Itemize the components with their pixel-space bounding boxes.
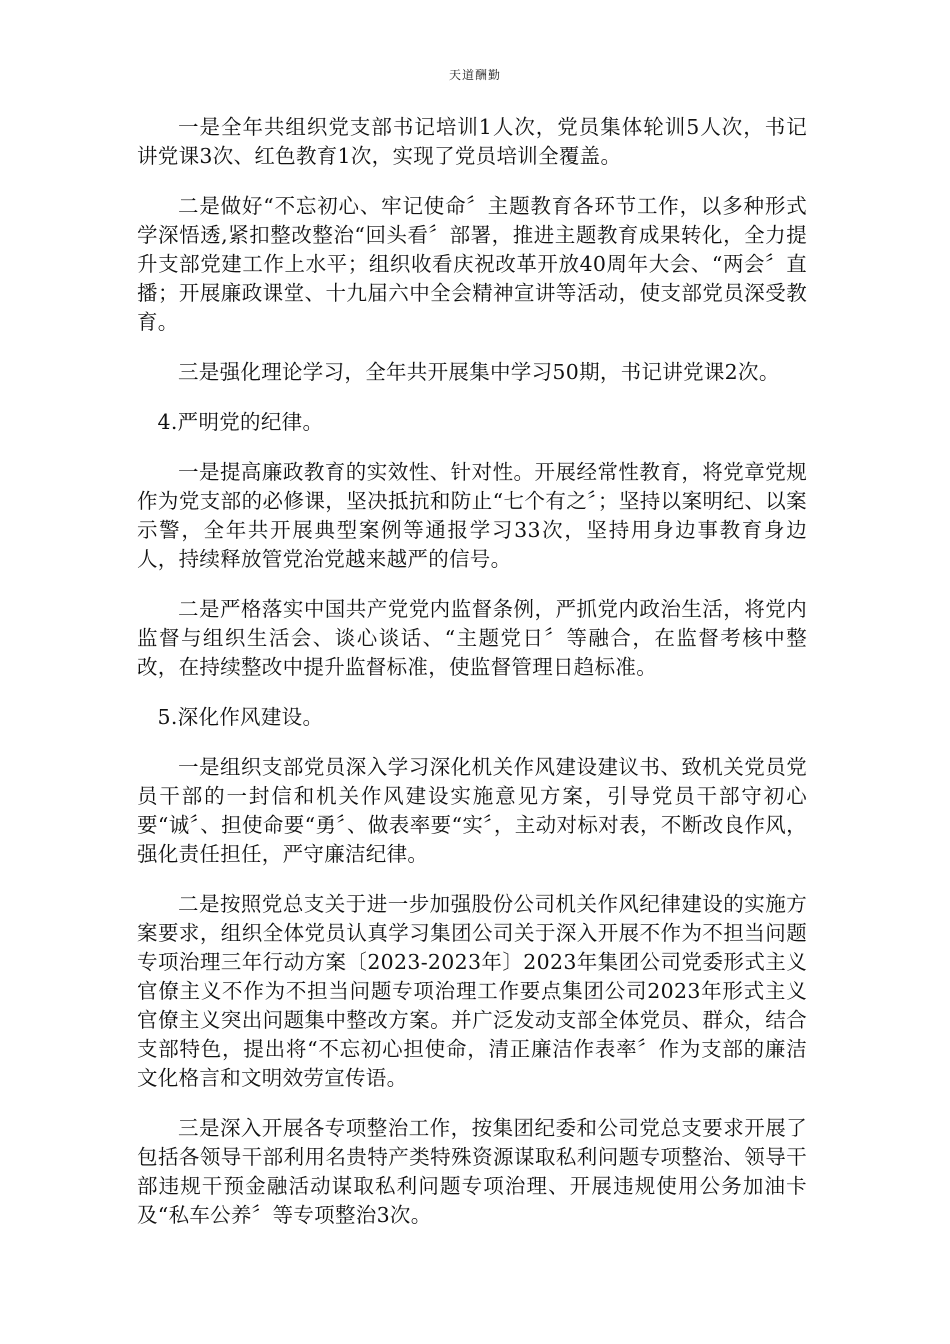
paragraph: 二是按照党总支关于进一步加强股份公司机关作风纪律建设的实施方案要求，组织全体党员认真学习集团公司关于深入开展不作为不担当问题专项治理三年行动方案〔2023-2023年〕2023年集团公司党委形式主义官僚主义不作为不担当问题专项治理工作要点集团公司2023年形式主义官僚主义突出问题集中整改方案。并广泛发动支部全体党员、群众，结合支部特色，提出将“不忘初心担使命，清正廉洁作表率〞作为支部的廉洁文化格言和文明效劳宣传语。	[137, 892, 807, 1090]
paragraph: 二是做好“不忘初心、牢记使命〞主题教育各环节工作，以多种形式学深悟透,紧扣整改整治“回头看〞部署，推进主题教育成果转化，全力提升支部党建工作上水平；组织收看庆祝改革开放40周年大会、“两会〞直播；开展廉政课堂、十九届六中全会精神宣讲等活动，使支部党员深受教育。	[137, 194, 807, 334]
page-header: 天道酬勤	[448, 68, 501, 82]
document-body	[137, 113, 807, 1251]
section-heading: 5.深化作风建设。	[157, 705, 324, 729]
paragraph: 三是深入开展各专项整治工作，按集团纪委和公司党总支要求开展了包括各领导干部利用名贵特产类特殊资源谋取私利问题专项整治、领导干部违规干预金融活动谋取私利问题专项治理、开展违规使用公务加油卡及“私车公养〞等专项整治3次。	[137, 1116, 807, 1227]
paragraph: 一是全年共组织党支部书记培训1人次，党员集体轮训5人次，书记讲党课3次、红色教育1次，实现了党员培训全覆盖。	[137, 115, 807, 168]
section-heading: 4.严明党的纪律。	[157, 410, 324, 434]
paragraph: 三是强化理论学习，全年共开展集中学习50期，书记讲党课2次。	[178, 360, 780, 384]
paragraph: 一是提高廉政教育的实效性、针对性。开展经常性教育，将党章党规作为党支部的必修课，坚决抵抗和防止“七个有之〞；坚持以案明纪、以案示警，全年共开展典型案例等通报学习33次，坚持用身边事教育身边人，持续释放管党治党越来越严的信号。	[137, 460, 807, 571]
paragraph: 二是严格落实中国共产党党内监督条例，严抓党内政治生活，将党内监督与组织生活会、谈心谈话、“主题党日〞等融合，在监督考核中整改，在持续整改中提升监督标准，使监督管理日趋标准。	[137, 597, 807, 679]
paragraph: 一是组织支部党员深入学习深化机关作风建设建议书、致机关党员党员干部的一封信和机关作风建设实施意见方案，引导党员干部守初心要“诚〞、担使命要“勇〞、做表率要“实〞，主动对标对表，不断改良作风，强化责任担任，严守廉洁纪律。	[137, 755, 807, 866]
